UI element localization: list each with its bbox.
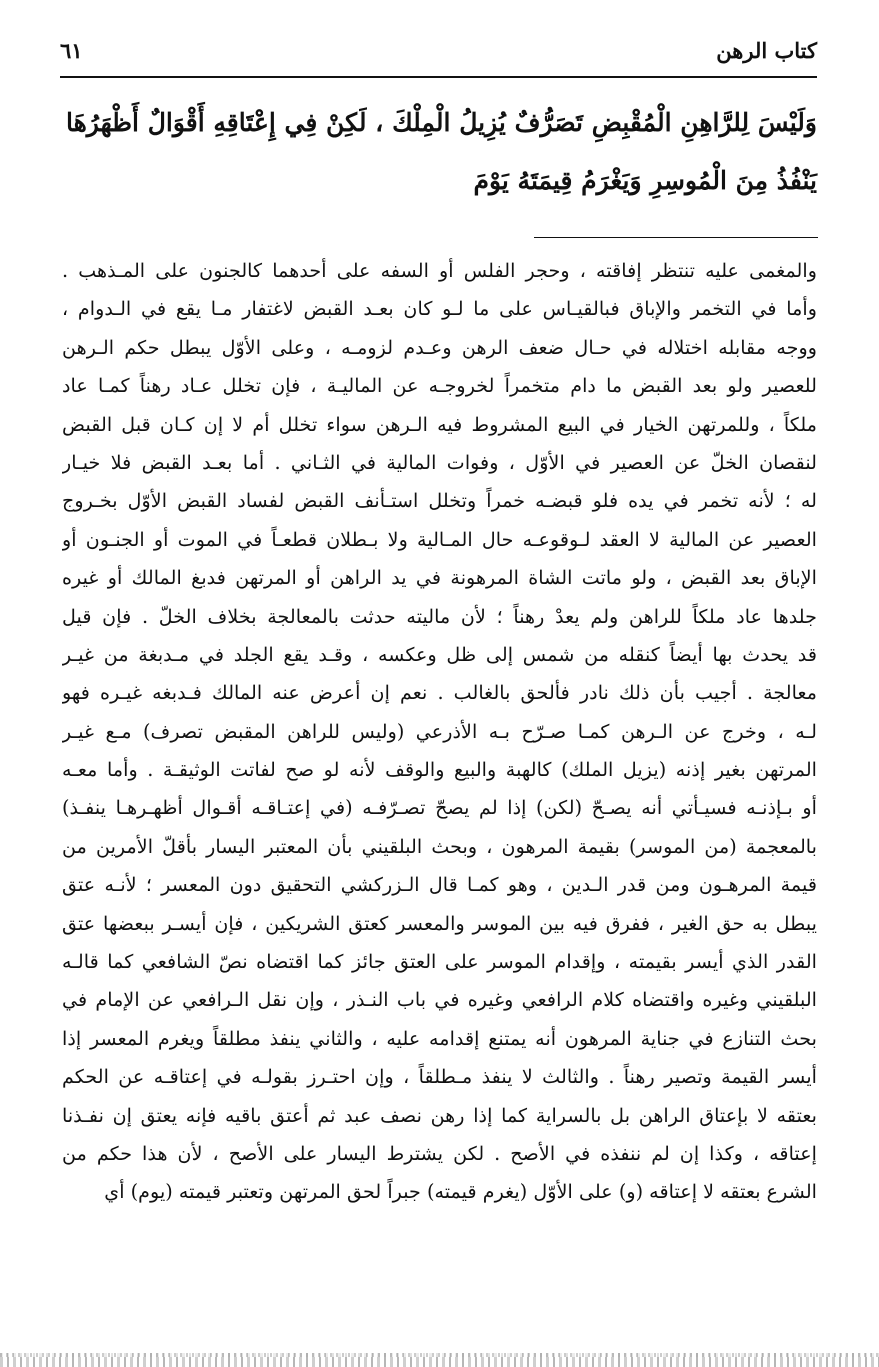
sharh-line: ووجه مقابله اختلاله في حـال ضعف الرهن وعـدم لزومـه ، وعلى الأوّل يبطل حكم الـرهن bbox=[62, 335, 817, 359]
sharh-line: الإباق بعد القبض ، ولو ماتت الشاة المرهونة في يد الراهن أو المرتهن فدبغ المالك أو غيره bbox=[62, 566, 817, 590]
sharh-line: ملكاً ، وللمرتهن الخيار في البيع المشروط فيه الـرهن سواء تخلل أم لا إن كـان قبل القبض bbox=[62, 412, 817, 436]
sharh-line: المرتهن بغير إذنه (يزيل الملك) كالهبة والبيع والوقف لأنه لو صح لفاتت الوثيقـة . وأما معـه bbox=[62, 758, 817, 782]
sharh-line: له ؛ لأنه تخمر في يده فلو قبضـه خمراً وتخلل استـأنف القبض لفساد القبض الأوّل بخـروج bbox=[62, 489, 817, 513]
sharh-line: يبطل به حق الغير ، ففرق فيه بين الموسر والمعسر كعتق الشريكين ، فإن أيسـر ببعضها عتق bbox=[62, 911, 817, 935]
decorative-border bbox=[0, 1353, 879, 1367]
sharh-line: بحث التنازع في جناية المرهون أنه يمتنع إقدامه عليه ، والثاني ينفذ مطلقاً ويغرم المعسر إذا bbox=[62, 1026, 817, 1050]
sharh-commentary bbox=[62, 252, 817, 1212]
sharh-line: بالمعجمة (من الموسر) بقيمة المرهون ، وبحث البلقيني بأن المعتبر اليسار بأقلّ الأمرين من bbox=[62, 834, 817, 858]
chapter-title: كتاب الرهن bbox=[716, 38, 817, 63]
sharh-line: إعتاقه ، وكذا إن لم ننفذه في الأصح . لكن يشترط اليسار على الأصح ، لأن هذا حكم من bbox=[62, 1141, 817, 1165]
page-header bbox=[60, 34, 817, 74]
sharh-line: للعصير ولو بعد القبض ما دام متخمراً لخروجـه عن الماليـة ، فإن تخلل عـاد رهناً كمـا عاد bbox=[62, 374, 817, 398]
sharh-line: أو بـإذنـه فسيـأتي أنه يصـحّ (لكن) إذا لم يصحّ تصـرّفـه (في إعتـاقـه أقـوال أظهـرهـا ينفـذ) bbox=[62, 796, 817, 820]
sharh-line: أيسر القيمة وتصير رهناً . والثالث لا ينفذ مـطلقاً ، وإن احتـرز بقولـه في إعتاقـه عن الحكم bbox=[62, 1065, 817, 1089]
sharh-line: بعتقه لا بإعتاق الراهن بل بالسراية كما إذا رهن نصف عبد ثم أعتق باقيه فإنه يعتق إن نفـذنا bbox=[62, 1103, 817, 1127]
sharh-line: وأما في التخمر والإباق فبالقيـاس على ما لـو كان بعـد القبض لاغتفار مـا يقع في الـدوام ، bbox=[62, 297, 817, 321]
sharh-line: لنقصان الخلّ عن العصير في الأوّل ، وفوات المالية في الثـاني . أما بعـد القبض فلا خيـار bbox=[62, 450, 817, 474]
sharh-line: العصير عن المالية لا العقد لـوقوعـه حال المـالية ولا بـطلان قطعـاً في الموت أو الجنـون أو bbox=[62, 527, 817, 551]
sharh-line: قيمة المرهـون ومن قدر الـدين ، وهو كمـا قال الـزركشي التحقيق دون المعسر ؛ لأنـه عتق bbox=[62, 873, 817, 897]
sharh-line: جلدها عاد ملكاً للراهن ولم يعدْ رهناً ؛ لأن ماليته حدثت بالمعالجة بخلاف الخلّ . فإن قيل bbox=[62, 604, 817, 628]
sharh-line: لـه ، وخرج عن الـرهن كمـا صـرّح بـه الأذرعي (وليس للراهن المقبض تصرف) مـع غيـر bbox=[62, 719, 817, 743]
page-number: ٦١ bbox=[60, 38, 83, 63]
header-rule bbox=[60, 76, 817, 78]
sharh-line: والمغمى عليه تنتظر إفاقته ، وحجر الفلس أو السفه على أحدهما كالجنون على المـذهب . bbox=[62, 259, 817, 282]
sharh-line: البلقيني وغيره واقتضاه كلام الرافعي وغيره في باب النـذر ، وإن نقل الـرافعي عن الإمام في bbox=[62, 988, 817, 1012]
matn-text: وَلَيْسَ لِلرَّاهِنِ الْمُقْبِضِ تَصَرُّفٌ يُزِيلُ الْمِلْكَ ، لَكِنْ فِي إِعْتَاقِهِ أَقْوَالٌ أَظْهَرُهَا يَنْفُذُ مِنَ الْمُوسِرِ وَيَغْرَمُ قِيمَتَهُ يَوْمَ bbox=[66, 108, 817, 195]
sharh-line: معالجة . أجيب بأن ذلك نادر فألحق بالغالب . نعم إن أعرض عنه المالك فـدبغه غيـره فهو bbox=[62, 681, 817, 705]
sharh-line: الشرع بعتقه لا إعتاقه (و) على الأوّل (يغرم قيمته) جبراً لحق المرتهن وتعتبر قيمته (يوم) أي bbox=[104, 1180, 817, 1204]
matn-separator bbox=[534, 237, 818, 238]
sharh-line: قد يحدث بها أيضاً كنقله من شمس إلى ظل وعكسه ، وقـد يقع الجلد في مـدبغة من غيـر bbox=[62, 642, 817, 666]
sharh-line: القدر الذي أيسر بقيمته ، وإقدام الموسر على العتق جائز كما اقتضاه نصّ الشافعي كما قالـه bbox=[62, 950, 817, 974]
